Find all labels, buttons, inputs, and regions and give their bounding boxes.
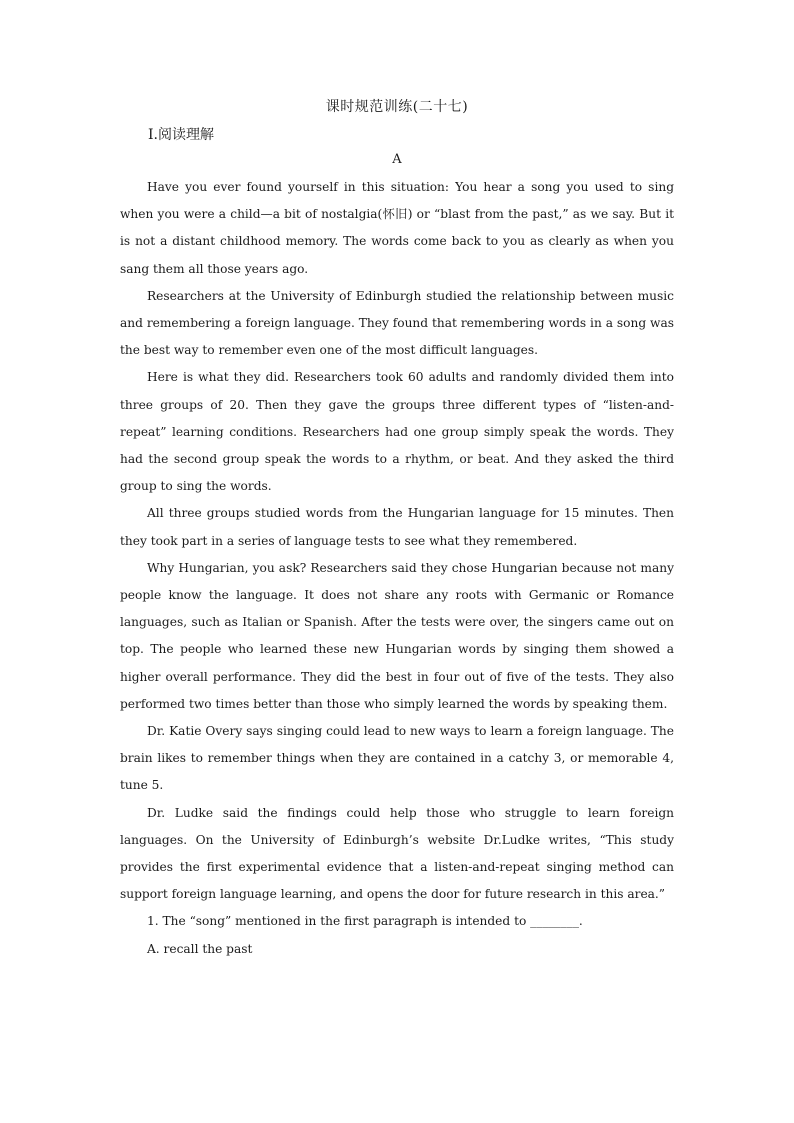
paragraph: Here is what they did. Researchers took 60 adults and randomly divided them into three groups of 20. Then they gave the groups three different types of “listen-and-repeat” learning conditions. Researchers had one group simply speak the words. They had the second group speak the words to a rhythm, or beat. And they asked the third group to sing the words. (120, 370, 674, 494)
question-option-a: A. recall the past (147, 941, 253, 956)
paragraph: Why Hungarian, you ask? Researchers said they chose Hungarian because not many people know the language. It does not share any roots with Germanic or Romance languages, such as Italian or Spanish. After the tests were over, the singers came out on top. The people who learned these new Hungarian words by singing them showed a higher overall performance. They did the best in four out of five of the tests. They also performed two times better than those who simply learned the words by speaking them. (120, 560, 674, 711)
page-title: 课时规范训练(二十七) (325, 99, 469, 115)
paragraph: All three groups studied words from the Hungarian language for 15 minutes. Then they took part in a series of language tests to see what they remembered. (120, 506, 674, 548)
passage-label: A (392, 152, 402, 167)
passage-body (120, 174, 674, 963)
paragraph: Dr. Ludke said the findings could help those who struggle to learn foreign languages. On the University of Edinburgh’s website Dr.Ludke writes, “This study provides the first experimental evidence that a listen-and-repeat singing method can support foreign language learning, and opens the door for future research in this area.” (120, 805, 674, 902)
question-stem: 1. The “song” mentioned in the first paragraph is intended to ________. (147, 914, 583, 929)
paragraph: Researchers at the University of Edinburgh studied the relationship between music and remembering a foreign language. They found that remembering words in a song was the best way to remember even one of the most difficult languages. (120, 288, 674, 358)
paragraph: Have you ever found yourself in this situation: You hear a song you used to sing when you were a child—a bit of nostalgia(怀旧) or “blast from the past,” as we say. But it is not a distant childhood memory. The words come back to you as clearly as when you sang them all those years ago. (120, 180, 674, 276)
section-heading: Ⅰ.阅读理解 (148, 127, 214, 143)
paragraph: Dr. Katie Overy says singing could lead to new ways to learn a foreign language. The brain likes to remember things when they are contained in a catchy 3, or memorable 4, tune 5. (120, 724, 674, 793)
